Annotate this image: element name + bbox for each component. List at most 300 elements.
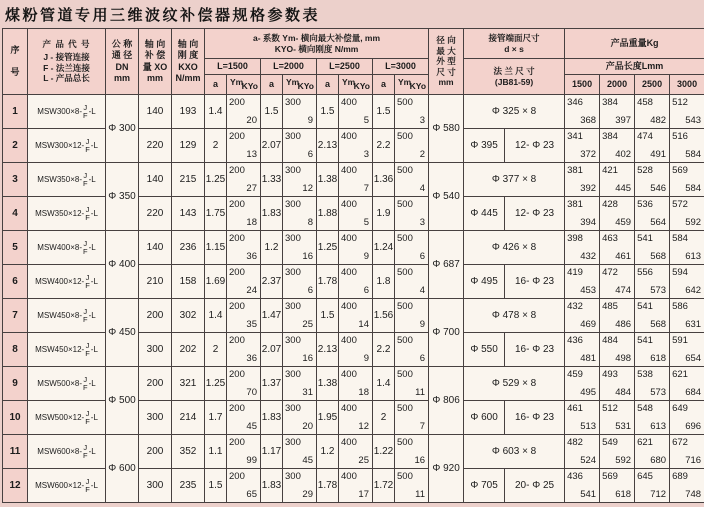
cell-ym-kyo (283, 469, 317, 503)
cell-weight (565, 265, 600, 299)
product-code-prefix: MSW400×8- (37, 243, 82, 252)
kyo-value: 5 (363, 217, 369, 228)
weight-lower: 482 (650, 115, 667, 126)
product-code (28, 265, 106, 299)
product-code-jf (85, 138, 90, 153)
cell-kxo: 193 (172, 95, 205, 129)
cell-kxo: 321 (172, 367, 205, 401)
cell-a: 1.4 (373, 367, 395, 401)
cell-flange-size: Φ 550 (464, 333, 505, 367)
cell-xo: 300 (139, 469, 172, 503)
cell-flange-size: Φ 600 (464, 401, 505, 435)
cell-weight (635, 367, 670, 401)
ym-value: 200 (229, 165, 245, 176)
kyo-value: 9 (419, 319, 426, 330)
weight-lower: 402 (615, 149, 632, 160)
weight-lower: 684 (685, 387, 702, 398)
cell-bolt-holes: 16- Φ 23 (505, 401, 565, 435)
cell-a: 1.37 (261, 367, 283, 401)
product-code (28, 469, 106, 503)
cell-radial: Φ 687 (429, 231, 464, 299)
code-j: J (83, 103, 88, 112)
product-code-jf (83, 376, 88, 391)
subcol-a: a (373, 75, 395, 95)
weight-lower: 397 (615, 115, 632, 126)
kyo-value: 29 (302, 489, 313, 500)
ym-value: 500 (397, 165, 413, 176)
cell-ym-kyo (395, 367, 429, 401)
cell-ym-kyo (395, 299, 429, 333)
cell-dn: Φ 450 (106, 299, 139, 367)
cell-ym-kyo (227, 299, 261, 333)
cell-weight (670, 469, 704, 503)
cell-weight (600, 299, 635, 333)
cell-weight (600, 197, 635, 231)
product-code-prefix: MSW350×8- (37, 175, 82, 184)
cell-ym-kyo (339, 401, 373, 435)
cell-ym-kyo (339, 469, 373, 503)
weight-lower: 531 (615, 421, 632, 432)
weight-upper: 556 (637, 267, 653, 278)
weight-lower: 394 (580, 217, 597, 228)
kyo-value: 11 (415, 387, 426, 398)
ym-value: 400 (341, 267, 357, 278)
cell-kxo: 352 (172, 435, 205, 469)
kyo-value: 8 (307, 217, 313, 228)
kyo-value: 65 (246, 489, 257, 500)
weight-lower: 618 (650, 353, 667, 364)
ym-value: 400 (341, 471, 357, 482)
cell-weight (565, 299, 600, 333)
kyo-value: 36 (246, 251, 257, 262)
ym-value: 500 (397, 403, 413, 414)
weight-lower: 613 (685, 251, 702, 262)
ym-value: 400 (341, 403, 357, 414)
kyo-value: 25 (302, 319, 313, 330)
cell-a: 1.4 (205, 95, 227, 129)
product-code-prefix: MSW600×8- (37, 447, 82, 456)
product-code-jf (83, 444, 88, 459)
code-f: F (85, 348, 90, 358)
product-code-suffix: -L (88, 447, 96, 456)
cell-weight (600, 401, 635, 435)
weight-lower: 543 (685, 115, 702, 126)
cell-a: 1.56 (373, 299, 395, 333)
code-j: J (83, 307, 88, 316)
product-code-jf (83, 240, 88, 255)
kyo-value: 9 (363, 251, 369, 262)
cell-a: 1.25 (317, 231, 339, 265)
cell-a: 2 (205, 333, 227, 367)
cell-a: 2.37 (261, 265, 283, 299)
kyo-value: 99 (246, 455, 257, 466)
cell-ym-kyo (227, 265, 261, 299)
ym-value: 300 (285, 199, 301, 210)
cell-flange-size: Φ 705 (464, 469, 505, 503)
product-code-jf (85, 206, 90, 221)
cell-ym-kyo (395, 95, 429, 129)
cell-bolt-holes: 12- Φ 23 (505, 197, 565, 231)
weight-upper: 536 (637, 199, 653, 210)
cell-kxo: 302 (172, 299, 205, 333)
product-code-prefix: MSW300×12- (35, 141, 85, 150)
kyo-value: 2 (419, 149, 426, 160)
weight-upper: 689 (672, 471, 688, 482)
ym-value: 300 (285, 335, 301, 346)
kyo-value: 20 (302, 421, 313, 432)
table-body (3, 95, 704, 503)
cell-weight (635, 299, 670, 333)
weight-lower: 564 (650, 217, 667, 228)
weight-lower: 474 (615, 285, 632, 296)
cell-xo: 300 (139, 333, 172, 367)
weight-lower: 618 (615, 489, 632, 500)
product-code (28, 401, 106, 435)
code-f: F (85, 416, 90, 426)
spec-table (2, 28, 704, 503)
ym-value: 300 (285, 131, 301, 142)
cell-weight (635, 163, 670, 197)
kyo-value: 16 (302, 353, 313, 364)
cell-ym-kyo (283, 401, 317, 435)
cell-ym-kyo (395, 231, 429, 265)
weight-lower: 642 (685, 285, 702, 296)
kyo-value: 9 (363, 353, 369, 364)
code-f: F (82, 314, 88, 324)
cell-dn: Φ 400 (106, 231, 139, 299)
cell-a: 1.25 (205, 163, 227, 197)
product-code-suffix: -L (88, 107, 96, 116)
cell-weight (600, 129, 635, 163)
subcol-a: a (261, 75, 283, 95)
weight-upper: 436 (567, 471, 583, 482)
cell-a: 1.5 (317, 299, 339, 333)
product-code-jf (85, 274, 90, 289)
row-seq: 6 (3, 265, 28, 299)
col-header-l1500: L=1500 (205, 59, 261, 75)
weight-lower: 568 (650, 251, 667, 262)
row-seq: 1 (3, 95, 28, 129)
cell-kxo: 202 (172, 333, 205, 367)
ym-value: 200 (229, 471, 245, 482)
weight-upper: 569 (602, 471, 618, 482)
cell-a: 2.2 (373, 333, 395, 367)
subcol-a: a (205, 75, 227, 95)
weight-lower: 372 (580, 149, 597, 160)
cell-a: 1.78 (317, 265, 339, 299)
weight-upper: 428 (602, 199, 618, 210)
cell-xo: 220 (139, 129, 172, 163)
cell-weight (635, 435, 670, 469)
cell-weight (670, 163, 704, 197)
code-f: F (82, 450, 88, 460)
subcol-len-3000: 3000 (670, 75, 704, 95)
cell-weight (635, 197, 670, 231)
weight-upper: 341 (567, 131, 583, 142)
weight-lower: 392 (580, 183, 597, 194)
weight-upper: 586 (672, 301, 688, 312)
weight-lower: 584 (685, 149, 702, 160)
cell-ym-kyo (339, 367, 373, 401)
kyo-value: 6 (419, 353, 426, 364)
ym-value: 200 (229, 301, 245, 312)
cell-weight (670, 231, 704, 265)
ym-value: 300 (285, 437, 301, 448)
ym-value: 400 (341, 369, 357, 380)
weight-upper: 584 (672, 233, 688, 244)
col-header-dn: 公 称 通 径 DN mm (106, 29, 139, 95)
cell-radial: Φ 540 (429, 163, 464, 231)
weight-upper: 381 (567, 199, 583, 210)
weight-lower: 654 (685, 353, 702, 364)
weight-upper: 398 (567, 233, 583, 244)
cell-a: 1.9 (373, 197, 395, 231)
product-code-suffix: -L (90, 345, 98, 354)
cell-flange-size: Φ 445 (464, 197, 505, 231)
cell-ym-kyo (283, 95, 317, 129)
weight-lower: 445 (615, 183, 632, 194)
kyo-value: 6 (307, 149, 313, 160)
col-header-l2500: L=2500 (317, 59, 373, 75)
product-code-suffix: -L (88, 311, 96, 320)
cell-ym-kyo (395, 401, 429, 435)
kyo-value: 3 (363, 149, 369, 160)
cell-ym-kyo (339, 129, 373, 163)
cell-weight (565, 367, 600, 401)
weight-lower: 432 (580, 251, 597, 262)
cell-kxo: 215 (172, 163, 205, 197)
cell-pipe-size: Φ 325 × 8 (464, 95, 565, 129)
ym-value: 500 (397, 97, 413, 108)
weight-lower: 592 (615, 455, 632, 466)
kyo-value: 24 (246, 285, 257, 296)
cell-a: 1.83 (261, 197, 283, 231)
product-code (28, 231, 106, 265)
weight-upper: 384 (602, 131, 618, 142)
col-header-l2000: L=2000 (261, 59, 317, 75)
table-row (3, 163, 704, 197)
weight-lower: 481 (580, 353, 597, 364)
cell-weight (600, 265, 635, 299)
cell-weight (600, 435, 635, 469)
cell-pipe-size: Φ 529 × 8 (464, 367, 565, 401)
weight-upper: 541 (637, 335, 653, 346)
cell-radial: Φ 806 (429, 367, 464, 435)
weight-upper: 419 (567, 267, 583, 278)
col-header-xo: 轴 向 补 偿 量 XO mm (139, 29, 172, 95)
cell-bolt-holes: 12- Φ 23 (505, 129, 565, 163)
ym-value: 200 (229, 199, 245, 210)
kyo-value: 13 (246, 149, 257, 160)
kyo-value: 31 (302, 387, 313, 398)
subcol-len-2500: 2500 (635, 75, 670, 95)
col-header-kxo: 轴 向 刚 度 KXO N/mm (172, 29, 205, 95)
cell-a: 1.78 (317, 469, 339, 503)
cell-ym-kyo (283, 231, 317, 265)
cell-ym-kyo (227, 163, 261, 197)
kyo-value: 12 (358, 421, 369, 432)
cell-a: 1.5 (261, 95, 283, 129)
weight-upper: 512 (602, 403, 618, 414)
product-code-prefix: MSW300×8- (37, 107, 82, 116)
cell-ym-kyo (339, 231, 373, 265)
cell-xo: 200 (139, 367, 172, 401)
kyo-value: 17 (358, 489, 369, 500)
product-code (28, 299, 106, 333)
weight-upper: 421 (602, 165, 618, 176)
product-code-suffix: -L (90, 141, 98, 150)
weight-lower: 613 (650, 421, 667, 432)
cell-weight (565, 401, 600, 435)
product-code-prefix: MSW450×8- (37, 311, 82, 320)
cell-ym-kyo (339, 163, 373, 197)
code-f: F (82, 246, 88, 256)
product-code-prefix: MSW500×8- (37, 379, 82, 388)
cell-a: 1.83 (261, 469, 283, 503)
ym-value: 300 (285, 471, 301, 482)
ym-value: 200 (229, 131, 245, 142)
weight-upper: 541 (637, 301, 653, 312)
cell-ym-kyo (283, 197, 317, 231)
weight-lower: 573 (650, 285, 667, 296)
row-seq: 3 (3, 163, 28, 197)
cell-kxo: 158 (172, 265, 205, 299)
weight-lower: 546 (650, 183, 667, 194)
cell-pipe-size: Φ 478 × 8 (464, 299, 565, 333)
product-code-jf (83, 104, 88, 119)
cell-weight (670, 265, 704, 299)
cell-a: 1.5 (317, 95, 339, 129)
weight-lower: 495 (580, 387, 597, 398)
cell-radial: Φ 580 (429, 95, 464, 163)
cell-a: 1.69 (205, 265, 227, 299)
product-code-prefix: MSW600×12- (35, 481, 85, 490)
cell-kxo: 235 (172, 469, 205, 503)
code-j: J (83, 443, 88, 452)
cell-weight (670, 435, 704, 469)
cell-flange-size: Φ 495 (464, 265, 505, 299)
cell-pipe-size: Φ 603 × 8 (464, 435, 565, 469)
kyo-value: 12 (302, 183, 313, 194)
cell-a: 1.38 (317, 163, 339, 197)
cell-ym-kyo (339, 435, 373, 469)
subcol-len-1500: 1500 (565, 75, 600, 95)
kyo-value: 6 (363, 285, 369, 296)
weight-lower: 368 (580, 115, 597, 126)
ym-value: 200 (229, 369, 245, 380)
table-row (3, 231, 704, 265)
ym-value: 300 (285, 267, 301, 278)
kyo-value: 6 (419, 251, 426, 262)
cell-ym-kyo (395, 435, 429, 469)
cell-xo: 140 (139, 95, 172, 129)
ym-value: 300 (285, 369, 301, 380)
weight-upper: 621 (672, 369, 688, 380)
weight-upper: 381 (567, 165, 583, 176)
ym-value: 400 (341, 97, 357, 108)
weight-lower: 592 (685, 217, 702, 228)
cell-kxo: 143 (172, 197, 205, 231)
subcol-ym-kyo: Ym KYo (395, 75, 429, 95)
cell-a: 1.38 (317, 367, 339, 401)
cell-ym-kyo (395, 163, 429, 197)
weight-upper: 594 (672, 267, 688, 278)
weight-lower: 459 (615, 217, 632, 228)
cell-a: 1.8 (373, 265, 395, 299)
cell-dn: Φ 600 (106, 435, 139, 503)
cell-weight (600, 333, 635, 367)
ym-value: 500 (397, 437, 413, 448)
kyo-value: 7 (419, 421, 426, 432)
cell-a: 1.5 (205, 469, 227, 503)
weight-upper: 458 (637, 97, 653, 108)
weight-lower: 631 (685, 319, 702, 330)
cell-weight (565, 95, 600, 129)
page-title: 煤粉管道专用三维波纹补偿器规格参数表 (5, 6, 321, 24)
ym-value: 300 (285, 97, 301, 108)
col-header-pipe-end: 接管端面尺寸 d × s (464, 29, 565, 59)
weight-upper: 474 (637, 131, 653, 142)
cell-a: 1.47 (261, 299, 283, 333)
cell-a: 1.1 (205, 435, 227, 469)
ym-value: 300 (285, 233, 301, 244)
product-code-prefix: MSW400×12- (35, 277, 85, 286)
row-seq: 11 (3, 435, 28, 469)
kyo-value: 18 (246, 217, 257, 228)
weight-upper: 538 (637, 369, 653, 380)
weight-upper: 384 (602, 97, 618, 108)
cell-a: 1.75 (205, 197, 227, 231)
code-f: F (82, 110, 88, 120)
cell-ym-kyo (395, 469, 429, 503)
cell-ym-kyo (283, 367, 317, 401)
col-header-lateral-group: a- 系数 Ym- 横向最大补偿量, mm KYO- 横向刚度 N/mm (205, 29, 429, 59)
cell-a: 2.07 (261, 333, 283, 367)
product-code-suffix: -L (88, 243, 96, 252)
kyo-value: 45 (302, 455, 313, 466)
product-code-jf (85, 410, 90, 425)
cell-weight (635, 333, 670, 367)
weight-lower: 513 (580, 421, 597, 432)
ym-value: 500 (397, 131, 413, 142)
ym-value: 200 (229, 437, 245, 448)
kyo-value: 36 (246, 353, 257, 364)
kyo-value: 35 (246, 319, 257, 330)
weight-upper: 485 (602, 301, 618, 312)
kyo-value: 16 (302, 251, 313, 262)
row-seq: 7 (3, 299, 28, 333)
ym-value: 500 (397, 233, 413, 244)
cell-a: 2.2 (373, 129, 395, 163)
ym-value: 300 (285, 301, 301, 312)
subcol-len-2000: 2000 (600, 75, 635, 95)
cell-a: 1.95 (317, 401, 339, 435)
cell-ym-kyo (339, 197, 373, 231)
cell-kxo: 214 (172, 401, 205, 435)
cell-ym-kyo (227, 197, 261, 231)
cell-xo: 200 (139, 299, 172, 333)
ym-value: 200 (229, 267, 245, 278)
weight-upper: 432 (567, 301, 583, 312)
cell-a: 1.15 (205, 231, 227, 265)
kyo-value: 45 (246, 421, 257, 432)
cell-ym-kyo (395, 265, 429, 299)
kyo-value: 14 (358, 319, 369, 330)
cell-a: 1.24 (373, 231, 395, 265)
code-f: F (85, 484, 90, 494)
code-j: J (83, 171, 88, 180)
cell-dn: Φ 350 (106, 163, 139, 231)
